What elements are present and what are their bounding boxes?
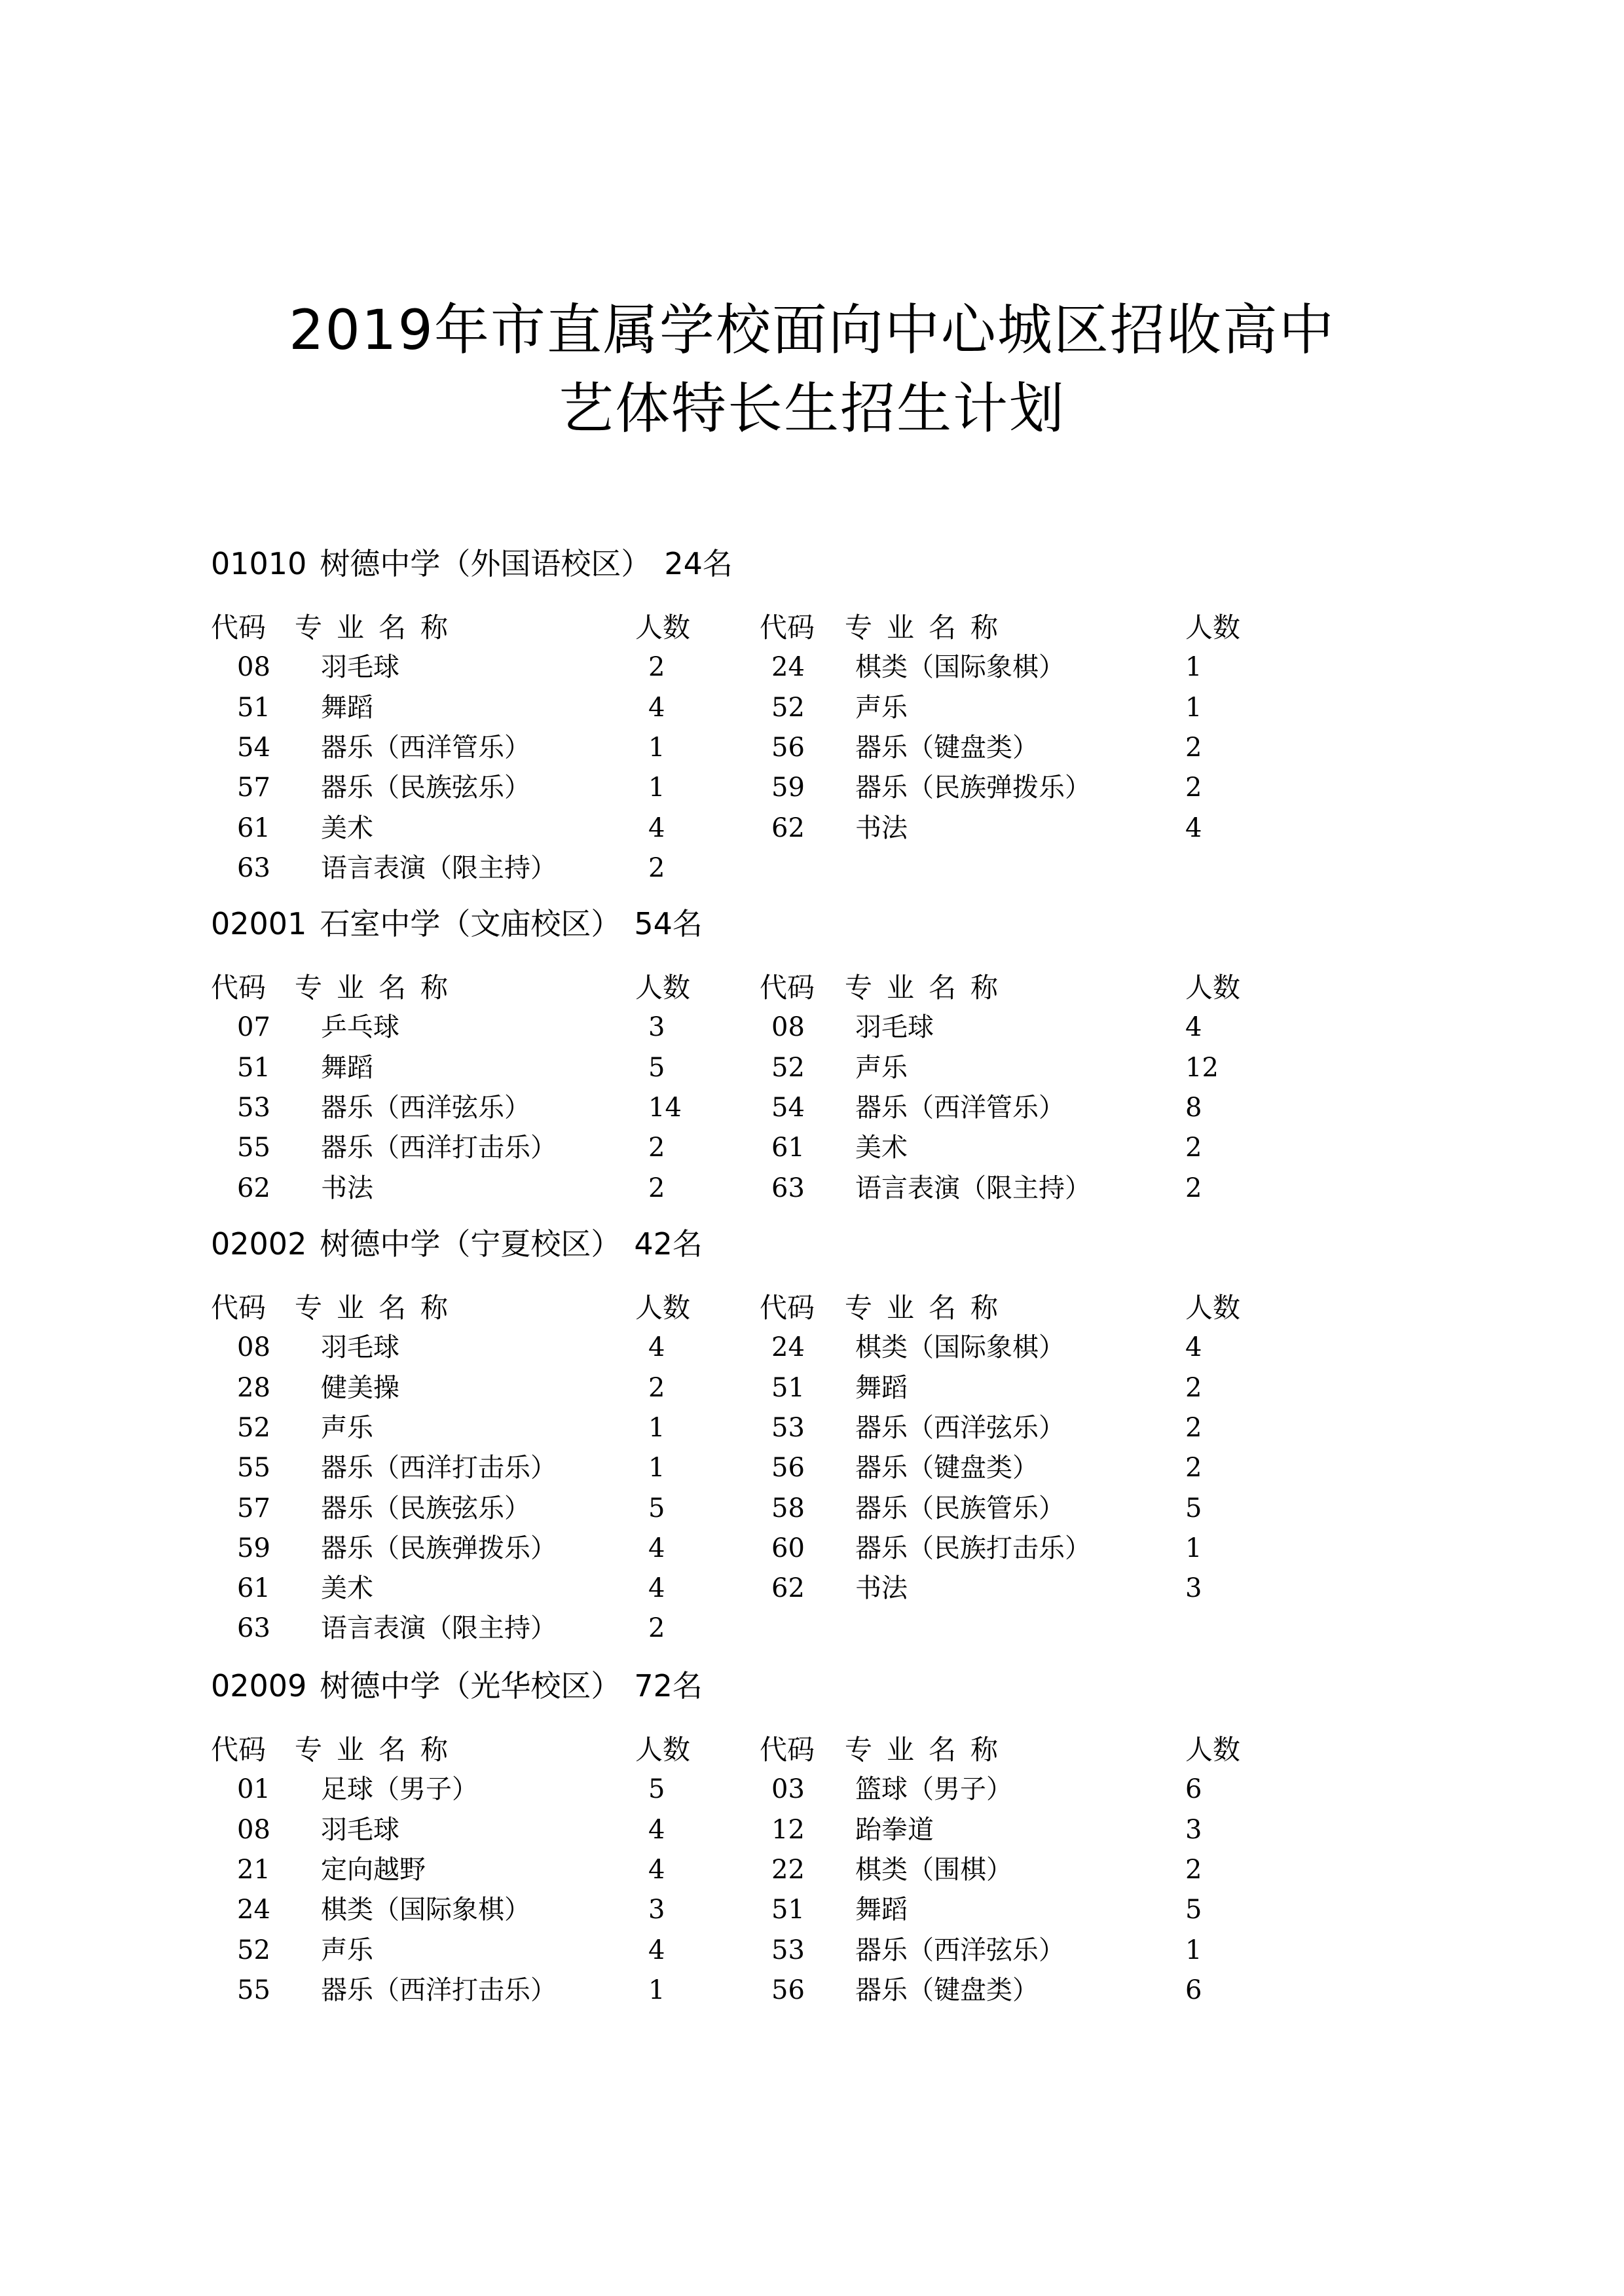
table-row [0,1977,1624,2016]
major-code: 57 [237,773,270,803]
major-name: 舞蹈 [855,1895,908,1925]
major-code: 24 [771,652,805,682]
major-code: 07 [237,1012,270,1042]
table-row [0,815,1624,854]
header-major: 专业名称 [295,972,463,1004]
major-code: 63 [771,1173,805,1203]
major-code: 55 [237,1453,270,1483]
major-name: 器乐（西洋弦乐） [855,1413,1065,1443]
table-row [0,654,1624,693]
major-code: 56 [771,1453,805,1483]
table-row [0,695,1624,734]
document-title-line-2: 艺体特长生招生计划 [558,376,1065,441]
header-count: 人数 [1185,611,1241,644]
table-row [0,1415,1624,1454]
quota-count: 3 [1185,1573,1202,1603]
major-code: 24 [771,1332,805,1362]
quota-count: 6 [1185,1774,1202,1804]
quota-count: 2 [1185,1133,1202,1163]
major-name: 器乐（西洋管乐） [855,1093,1065,1123]
table-row [0,1937,1624,1977]
header-count: 人数 [635,1292,691,1324]
quota-count: 4 [1185,1332,1202,1362]
header-count: 人数 [635,1734,691,1766]
quota-count: 5 [1185,1895,1202,1925]
quota-count: 8 [1185,1093,1202,1123]
quota-count: 2 [648,1373,665,1403]
major-code: 08 [237,1332,270,1362]
quota-count: 4 [648,693,665,723]
major-code: 60 [771,1533,805,1563]
header-major: 专业名称 [295,611,463,644]
quota-count: 2 [648,853,665,883]
table-row [0,1575,1624,1614]
school-name: 石室中学（文庙校区） [320,906,621,941]
major-code: 21 [237,1855,270,1885]
table-row [0,1776,1624,1815]
major-name: 羽毛球 [321,1332,399,1362]
major-name: 羽毛球 [321,652,399,682]
quota-count: 1 [1185,1533,1202,1563]
school-heading [211,1226,716,1262]
major-code: 54 [771,1093,805,1123]
table-header-row [0,611,1624,653]
header-count: 人数 [635,611,691,644]
table-row [0,1535,1624,1575]
quota-count: 4 [1185,1012,1202,1042]
major-code: 01 [237,1774,270,1804]
table-row [0,1857,1624,1896]
major-name: 器乐（西洋打击乐） [321,1133,557,1163]
school-name: 树德中学（宁夏校区） [320,1226,621,1262]
quota-count: 4 [648,1332,665,1362]
major-name: 书法 [321,1173,373,1203]
major-name: 器乐（键盘类） [855,733,1039,763]
major-name: 棋类（国际象棋） [855,652,1065,682]
quota-count: 2 [1185,1413,1202,1443]
quota-count: 4 [648,1935,665,1965]
enrollment-total: 24名 [664,546,733,581]
header-code: 代码 [211,1734,267,1766]
major-name: 器乐（键盘类） [855,1453,1039,1483]
quota-count: 12 [1185,1053,1219,1083]
quota-count: 4 [1185,813,1202,843]
major-name: 跆拳道 [855,1815,934,1845]
school-code: 02009 [211,1668,307,1704]
header-major: 专业名称 [295,1734,463,1766]
major-name: 声乐 [321,1935,373,1965]
header-major: 专业名称 [295,1292,463,1324]
quota-count: 4 [648,1573,665,1603]
major-name: 棋类（国际象棋） [321,1895,530,1925]
major-code: 56 [771,733,805,763]
major-code: 54 [237,733,270,763]
header-major: 专业名称 [845,972,1013,1004]
quota-count: 2 [1185,733,1202,763]
quota-count: 1 [1185,693,1202,723]
school-heading [211,1668,716,1704]
major-code: 51 [771,1895,805,1925]
quota-count: 2 [648,1613,665,1643]
major-name: 器乐（西洋管乐） [321,733,530,763]
header-code: 代码 [760,611,815,644]
quota-count: 1 [648,1413,665,1443]
major-code: 58 [771,1493,805,1523]
header-code: 代码 [760,1292,815,1324]
major-code: 28 [237,1373,270,1403]
table-row [0,1334,1624,1374]
header-major: 专业名称 [845,611,1013,644]
quota-count: 2 [1185,1453,1202,1483]
major-name: 书法 [855,1573,908,1603]
major-code: 55 [237,1133,270,1163]
table-row [0,1095,1624,1134]
major-code: 62 [771,813,805,843]
major-name: 定向越野 [321,1855,426,1885]
table-row [0,1495,1624,1535]
table-header-row [0,1294,1624,1334]
table-row [0,1455,1624,1494]
header-major: 专业名称 [845,1734,1013,1766]
quota-count: 3 [648,1895,665,1925]
major-name: 语言表演（限主持） [321,853,557,883]
quota-count: 3 [1185,1815,1202,1845]
quota-count: 5 [1185,1493,1202,1523]
major-code: 61 [771,1133,805,1163]
quota-count: 2 [648,1173,665,1203]
major-code: 62 [237,1173,270,1203]
quota-count: 1 [648,773,665,803]
major-name: 棋类（国际象棋） [855,1332,1065,1362]
quota-count: 2 [648,652,665,682]
table-row [0,1135,1624,1174]
school-code: 01010 [211,546,307,581]
major-code: 55 [237,1975,270,2005]
quota-count: 2 [1185,1855,1202,1885]
enrollment-total: 72名 [634,1668,703,1704]
table-row [0,1014,1624,1053]
school-code: 02001 [211,906,307,941]
quota-count: 2 [648,1133,665,1163]
school-code: 02002 [211,1226,307,1262]
major-code: 24 [237,1895,270,1925]
major-name: 乒乓球 [321,1012,399,1042]
major-name: 美术 [855,1133,908,1163]
major-code: 63 [237,853,270,883]
major-code: 52 [771,693,805,723]
major-code: 12 [771,1815,805,1845]
header-code: 代码 [211,1292,267,1324]
major-code: 53 [771,1935,805,1965]
header-count: 人数 [1185,1734,1241,1766]
school-heading [211,546,746,581]
table-row [0,1175,1624,1214]
major-code: 51 [237,693,270,723]
major-name: 声乐 [855,1053,908,1083]
table-row [0,1375,1624,1414]
major-code: 08 [237,1815,270,1845]
quota-count: 1 [648,733,665,763]
major-name: 声乐 [321,1413,373,1443]
major-code: 56 [771,1975,805,2005]
major-code: 61 [237,1573,270,1603]
major-name: 器乐（西洋打击乐） [321,1453,557,1483]
header-count: 人数 [1185,972,1241,1004]
major-code: 51 [237,1053,270,1083]
header-count: 人数 [1185,1292,1241,1324]
major-code: 53 [237,1093,270,1123]
major-name: 羽毛球 [321,1815,399,1845]
quota-count: 1 [648,1975,665,2005]
enrollment-total: 42名 [634,1226,703,1262]
major-name: 声乐 [855,693,908,723]
header-code: 代码 [760,972,815,1004]
table-row [0,1055,1624,1094]
major-name: 篮球（男子） [855,1774,1012,1804]
major-name: 器乐（西洋打击乐） [321,1975,557,2005]
major-code: 62 [771,1573,805,1603]
header-code: 代码 [211,611,267,644]
major-code: 63 [237,1613,270,1643]
quota-count: 2 [1185,1373,1202,1403]
school-name: 树德中学（光华校区） [320,1668,621,1704]
header-code: 代码 [760,1734,815,1766]
major-name: 器乐（民族弦乐） [321,773,530,803]
major-name: 书法 [855,813,908,843]
quota-count: 3 [648,1012,665,1042]
major-code: 22 [771,1855,805,1885]
major-code: 53 [771,1413,805,1443]
major-name: 棋类（围棋） [855,1855,1012,1885]
major-name: 器乐（民族管乐） [855,1493,1065,1523]
major-code: 08 [771,1012,805,1042]
header-count: 人数 [635,972,691,1004]
quota-count: 2 [1185,773,1202,803]
major-name: 器乐（西洋弦乐） [321,1093,530,1123]
quota-count: 4 [648,1855,665,1885]
major-code: 08 [237,652,270,682]
quota-count: 4 [648,813,665,843]
major-name: 舞蹈 [855,1373,908,1403]
table-row [0,855,1624,894]
major-code: 52 [771,1053,805,1083]
quota-count: 5 [648,1053,665,1083]
major-name: 美术 [321,813,373,843]
major-code: 51 [771,1373,805,1403]
table-row [0,774,1624,814]
table-header-row [0,1736,1624,1776]
major-name: 语言表演（限主持） [855,1173,1091,1203]
major-name: 器乐（西洋弦乐） [855,1935,1065,1965]
major-code: 52 [237,1413,270,1443]
table-row [0,735,1624,774]
major-name: 足球（男子） [321,1774,478,1804]
enrollment-total: 54名 [634,906,703,941]
header-major: 专业名称 [845,1292,1013,1324]
major-code: 03 [771,1774,805,1804]
major-code: 57 [237,1493,270,1523]
major-name: 美术 [321,1573,373,1603]
header-code: 代码 [211,972,267,1004]
quota-count: 1 [1185,652,1202,682]
document-title-line-1: 2019年市直属学校面向中心城区招收高中 [289,298,1335,362]
major-name: 舞蹈 [321,1053,373,1083]
table-row [0,1615,1624,1654]
table-row [0,1897,1624,1936]
major-name: 健美操 [321,1373,399,1403]
major-name: 器乐（民族弹拨乐） [855,773,1091,803]
major-code: 59 [771,773,805,803]
quota-count: 5 [648,1774,665,1804]
quota-count: 5 [648,1493,665,1523]
quota-count: 2 [1185,1173,1202,1203]
quota-count: 14 [648,1093,682,1123]
major-name: 舞蹈 [321,693,373,723]
major-code: 59 [237,1533,270,1563]
school-heading [211,906,716,941]
major-name: 器乐（键盘类） [855,1975,1039,2005]
major-code: 52 [237,1935,270,1965]
table-header-row [0,974,1624,1013]
quota-count: 4 [648,1815,665,1845]
table-row [0,1817,1624,1856]
major-name: 器乐（民族弦乐） [321,1493,530,1523]
quota-count: 1 [648,1453,665,1483]
major-name: 器乐（民族弹拨乐） [321,1533,557,1563]
quota-count: 4 [648,1533,665,1563]
quota-count: 6 [1185,1975,1202,2005]
major-code: 61 [237,813,270,843]
major-name: 羽毛球 [855,1012,934,1042]
quota-count: 1 [1185,1935,1202,1965]
school-name: 树德中学（外国语校区） [320,546,652,581]
major-name: 语言表演（限主持） [321,1613,557,1643]
major-name: 器乐（民族打击乐） [855,1533,1091,1563]
